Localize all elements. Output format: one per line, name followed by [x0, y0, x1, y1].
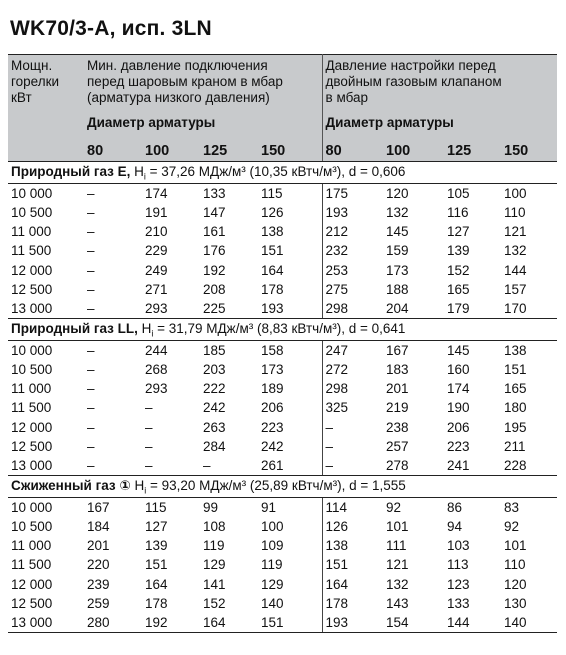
setting-pressure-cell: 86 [447, 499, 463, 515]
burner-power-cell: 12 000 [11, 262, 53, 278]
setting-pressure-cell: 238 [386, 419, 409, 435]
setting-pressure-cell: 92 [504, 518, 520, 534]
min-pressure-cell: 174 [145, 185, 168, 201]
burner-power-cell: 12 500 [11, 595, 53, 611]
min-pressure-cell: 151 [261, 243, 284, 259]
table-row [8, 260, 557, 279]
burner-power-cell: 11 500 [11, 400, 52, 416]
min-pressure-cell: 259 [87, 595, 110, 611]
setting-pressure-cell: 127 [447, 224, 470, 240]
header-diameter-row [8, 109, 557, 137]
min-pressure-cell: 119 [203, 538, 225, 554]
min-pressure-cell: 203 [203, 361, 226, 377]
setting-pressure-cell: 167 [386, 342, 409, 358]
setting-pressure-cell: 121 [386, 557, 409, 573]
burner-power-cell: 12 000 [11, 576, 53, 592]
min-pressure-cell: 161 [203, 224, 226, 240]
table-row [8, 379, 557, 398]
min-pressure-cell: – [87, 342, 95, 358]
table-row [8, 183, 557, 203]
setting-pressure-cell: 132 [386, 576, 409, 592]
setting-pressure-cell: 228 [501, 456, 557, 476]
setting-pressure-cell: 170 [501, 299, 557, 319]
min-pressure-cell: 192 [203, 262, 226, 278]
burner-power-cell: 12 500 [11, 438, 53, 454]
page-title: WK70/3-A, исп. 3LN [10, 17, 212, 40]
burner-power-cell: 10 000 [11, 499, 53, 515]
min-pressure-cell: – [87, 185, 95, 201]
min-pressure-cell: 222 [203, 381, 226, 397]
setting-pressure-cell: 152 [447, 262, 470, 278]
setting-pressure-cell: 145 [386, 224, 409, 240]
section-title [8, 162, 557, 184]
min-pressure-cell: 261 [258, 456, 322, 476]
burner-power-cell: 10 000 [11, 342, 53, 358]
setting-pressure-cell: 100 [504, 185, 527, 201]
min-pressure-cell: 176 [203, 243, 226, 259]
min-pressure-cell: 193 [258, 299, 322, 319]
min-pressure-cell: 268 [145, 361, 168, 377]
setting-pressure-cell: 190 [447, 400, 470, 416]
setting-pressure-cell: 110 [504, 204, 526, 220]
min-pressure-cell: 164 [200, 613, 258, 633]
pressure-table-container [8, 54, 557, 633]
setting-pressure-cell: 123 [447, 576, 470, 592]
setting-pressure-cell: 174 [447, 381, 470, 397]
setting-pressure-cell: 151 [322, 555, 383, 574]
min-pressure-cell: 152 [203, 595, 226, 611]
section-header-row [8, 319, 557, 341]
setting-pressure-cell: 120 [504, 576, 527, 592]
min-pressure-cell: 129 [261, 576, 284, 592]
setting-pressure-cell: 204 [383, 299, 444, 319]
setting-pressure-cell: 121 [504, 224, 527, 240]
setting-pressure-cell: 111 [386, 538, 407, 554]
setting-pressure-cell: 145 [447, 342, 470, 358]
min-pressure-cell: 192 [142, 613, 200, 633]
table-row [8, 241, 557, 260]
min-pressure-cell: 139 [145, 538, 168, 554]
min-pressure-cell: – [87, 438, 95, 454]
gas-properties: = 31,79 МДж/м³ (8,83 кВтч/м³), d = 0,641 [153, 321, 406, 336]
setting-pressure-cell: 140 [501, 613, 557, 633]
table-row [8, 417, 557, 436]
burner-power-cell: 10 500 [11, 204, 53, 220]
min-pressure-cell: 100 [261, 518, 284, 534]
min-pressure-cell: 280 [84, 613, 142, 633]
section-title [8, 476, 557, 498]
setting-pressure-cell: 206 [447, 419, 470, 435]
setting-pressure-cell: 101 [504, 538, 527, 554]
min-pressure-cell: 242 [261, 438, 284, 454]
setting-pressure-cell: 151 [504, 361, 527, 377]
setting-pressure-cell: – [322, 456, 383, 476]
min-pressure-cell: 127 [145, 518, 168, 534]
min-pressure-cell: 151 [258, 613, 322, 633]
setting-pressure-cell: 180 [504, 400, 527, 416]
burner-power-cell: 13 000 [8, 299, 84, 319]
setting-pressure-cell: 144 [504, 262, 527, 278]
burner-power-cell: 11 500 [11, 557, 52, 573]
table-row [8, 555, 557, 574]
min-pressure-cell: – [87, 204, 95, 220]
min-pressure-cell: 129 [203, 557, 226, 573]
gas-type-label: Природный газ LL, [11, 321, 138, 336]
section-header-row [8, 162, 557, 184]
size-right: 125 [444, 137, 501, 162]
setting-pressure-cell: 94 [447, 518, 463, 534]
setting-pressure-cell: 114 [322, 497, 383, 517]
setting-pressure-cell: 272 [322, 360, 383, 379]
setting-pressure-cell: 201 [386, 381, 409, 397]
setting-pressure-cell: 212 [322, 222, 383, 241]
min-pressure-cell: 126 [261, 204, 284, 220]
setting-pressure-cell: 278 [383, 456, 444, 476]
min-pressure-cell: – [145, 419, 153, 435]
section-header-row [8, 476, 557, 498]
gas-properties: = 93,20 МДж/м³ (25,89 кВтч/м³), d = 1,555 [146, 478, 406, 493]
table-row [8, 594, 557, 613]
heating-value-symbol: H [130, 478, 145, 493]
setting-pressure-cell: 165 [504, 381, 527, 397]
min-pressure-cell: 141 [203, 576, 226, 592]
heating-value-symbol: H [137, 321, 152, 336]
table-row [8, 280, 557, 299]
diameter-label-right: Диаметр арматуры [322, 109, 557, 137]
burner-power-cell: 11 000 [11, 381, 52, 397]
min-pressure-cell: 91 [261, 499, 277, 515]
min-pressure-cell: 208 [203, 281, 226, 297]
size-right: 150 [501, 137, 557, 162]
min-pressure-cell: 220 [87, 557, 110, 573]
min-pressure-cell: 201 [87, 538, 110, 554]
heating-value-symbol: H [130, 164, 144, 179]
min-pressure-cell: – [87, 400, 95, 416]
setting-pressure-cell: 253 [322, 260, 383, 279]
setting-pressure-cell: 126 [322, 517, 383, 536]
min-pressure-cell: – [87, 243, 95, 259]
min-pressure-cell: 173 [261, 361, 284, 377]
min-pressure-cell: 293 [142, 299, 200, 319]
setting-pressure-cell: 298 [322, 379, 383, 398]
setting-pressure-cell: 275 [322, 280, 383, 299]
size-right: 80 [322, 137, 383, 162]
setting-pressure-cell: 211 [504, 438, 526, 454]
setting-pressure-cell: 193 [322, 613, 383, 633]
setting-pressure-cell: 223 [447, 438, 470, 454]
setting-pressure-cell: 241 [444, 456, 501, 476]
table-row [8, 299, 557, 319]
size-left: 80 [84, 137, 142, 162]
heating-value-subscript: i [151, 328, 154, 339]
setting-pressure-cell: 133 [447, 595, 470, 611]
header-min-pressure: Мин. давление подключения перед шаровым краном в мбар (арматура низкого давления) [87, 58, 283, 105]
min-pressure-cell: 147 [203, 204, 226, 220]
setting-pressure-cell: 195 [504, 419, 527, 435]
setting-pressure-cell: 188 [386, 281, 409, 297]
setting-pressure-cell: 159 [386, 243, 409, 259]
min-pressure-cell: 284 [203, 438, 226, 454]
setting-pressure-cell: 138 [504, 342, 527, 358]
burner-power-cell: 13 000 [8, 456, 84, 476]
min-pressure-cell: 140 [261, 595, 284, 611]
setting-pressure-cell: 298 [322, 299, 383, 319]
setting-pressure-cell: 164 [322, 574, 383, 593]
min-pressure-cell: 206 [261, 400, 284, 416]
table-row [8, 517, 557, 536]
setting-pressure-cell: 257 [386, 438, 409, 454]
setting-pressure-cell: 173 [386, 262, 409, 278]
min-pressure-cell: 108 [203, 518, 226, 534]
heating-value-subscript: i [143, 171, 146, 182]
setting-pressure-cell: 103 [447, 538, 470, 554]
min-pressure-cell: 271 [145, 281, 168, 297]
table-row [8, 398, 557, 417]
section-title [8, 319, 557, 341]
setting-pressure-cell: 120 [386, 185, 409, 201]
min-pressure-cell: – [145, 438, 153, 454]
min-pressure-cell: 164 [261, 262, 284, 278]
min-pressure-cell: 184 [87, 518, 110, 534]
size-left: 100 [142, 137, 200, 162]
min-pressure-cell: 191 [145, 204, 168, 220]
setting-pressure-cell: 160 [447, 361, 470, 377]
header-power: Мощн. горелки кВт [11, 58, 60, 105]
setting-pressure-cell: 157 [504, 281, 527, 297]
min-pressure-cell: 229 [145, 243, 168, 259]
min-pressure-cell: 115 [261, 185, 283, 201]
setting-pressure-cell: 139 [447, 243, 470, 259]
min-pressure-cell: 119 [261, 557, 283, 573]
setting-pressure-cell: 105 [447, 185, 470, 201]
setting-pressure-cell: 110 [504, 557, 526, 573]
table-row [8, 222, 557, 241]
heating-value-subscript: i [144, 485, 147, 496]
min-pressure-cell: – [87, 381, 95, 397]
min-pressure-cell: 189 [261, 381, 284, 397]
burner-power-cell: 12 500 [11, 281, 53, 297]
burner-power-cell: 11 000 [11, 538, 52, 554]
gas-type-label: Сжиженный газ ① [11, 478, 131, 493]
setting-pressure-cell: 175 [322, 183, 383, 203]
setting-pressure-cell: 92 [386, 499, 402, 515]
burner-power-cell: 10 000 [11, 185, 53, 201]
setting-pressure-cell: 193 [322, 203, 383, 222]
min-pressure-cell: – [84, 456, 142, 476]
gas-type-label: Природный газ E, [11, 164, 131, 179]
min-pressure-cell: – [142, 456, 200, 476]
diameter-label-left: Диаметр арматуры [87, 115, 216, 130]
min-pressure-cell: 109 [261, 538, 284, 554]
setting-pressure-cell: 183 [386, 361, 409, 377]
setting-pressure-cell: 219 [386, 400, 409, 416]
min-pressure-cell: 185 [203, 342, 226, 358]
setting-pressure-cell: 101 [386, 518, 409, 534]
burner-power-cell: 12 000 [11, 419, 53, 435]
min-pressure-cell: – [87, 262, 95, 278]
min-pressure-cell: 225 [200, 299, 258, 319]
table-row [8, 456, 557, 476]
min-pressure-cell: 210 [145, 224, 168, 240]
min-pressure-cell: 151 [145, 557, 168, 573]
setting-pressure-cell: 132 [386, 204, 409, 220]
setting-pressure-cell: 116 [447, 204, 469, 220]
size-left: 150 [258, 137, 322, 162]
setting-pressure-cell: 325 [322, 398, 383, 417]
min-pressure-cell: – [87, 224, 95, 240]
min-pressure-cell: 133 [203, 185, 226, 201]
setting-pressure-cell: 113 [447, 557, 469, 573]
table-row [8, 574, 557, 593]
setting-pressure-cell: – [322, 417, 383, 436]
setting-pressure-cell: 83 [504, 499, 520, 515]
setting-pressure-cell: 179 [444, 299, 501, 319]
setting-pressure-cell: 143 [386, 595, 409, 611]
burner-power-cell: 11 000 [11, 224, 52, 240]
min-pressure-cell: 239 [87, 576, 110, 592]
setting-pressure-cell: 154 [383, 613, 444, 633]
min-pressure-cell: 138 [261, 224, 284, 240]
min-pressure-cell: 115 [145, 499, 167, 515]
setting-pressure-cell: 165 [447, 281, 470, 297]
setting-pressure-cell: 247 [322, 340, 383, 360]
setting-pressure-cell: 232 [322, 241, 383, 260]
table-header-row [8, 55, 557, 110]
burner-power-cell: 11 500 [11, 243, 52, 259]
min-pressure-cell: 99 [203, 499, 219, 515]
min-pressure-cell: – [87, 419, 95, 435]
min-pressure-cell: 244 [145, 342, 168, 358]
setting-pressure-cell: – [322, 437, 383, 456]
size-left: 125 [200, 137, 258, 162]
table-row [8, 203, 557, 222]
setting-pressure-cell: 132 [504, 243, 527, 259]
table-row [8, 360, 557, 379]
min-pressure-cell: 164 [145, 576, 168, 592]
table-row [8, 536, 557, 555]
min-pressure-cell: 178 [145, 595, 168, 611]
min-pressure-cell: 249 [145, 262, 168, 278]
min-pressure-cell: 223 [261, 419, 284, 435]
setting-pressure-cell: 178 [322, 594, 383, 613]
setting-pressure-cell: 130 [504, 595, 527, 611]
header-setting-pressure: Давление настройки перед двойным газовым клапаном в мбар [322, 55, 557, 110]
min-pressure-cell: 167 [87, 499, 110, 515]
table-row [8, 613, 557, 633]
table-row [8, 437, 557, 456]
min-pressure-cell: – [84, 299, 142, 319]
table-row [8, 340, 557, 360]
min-pressure-cell: 263 [203, 419, 226, 435]
setting-pressure-cell: 144 [444, 613, 501, 633]
setting-pressure-cell: 138 [322, 536, 383, 555]
min-pressure-cell: – [145, 400, 153, 416]
size-right: 100 [383, 137, 444, 162]
header-sizes-row [8, 137, 557, 162]
min-pressure-cell: 242 [203, 400, 226, 416]
gas-properties: = 37,26 МДж/м³ (10,35 кВтч/м³), d = 0,606 [145, 164, 406, 179]
min-pressure-cell: 158 [261, 342, 284, 358]
min-pressure-cell: – [200, 456, 258, 476]
burner-power-cell: 13 000 [8, 613, 84, 633]
burner-power-cell: 10 500 [11, 361, 53, 377]
min-pressure-cell: 178 [261, 281, 284, 297]
table-row [8, 497, 557, 517]
min-pressure-cell: – [87, 361, 95, 377]
min-pressure-cell: – [87, 281, 95, 297]
pressure-table [8, 54, 557, 633]
min-pressure-cell: 293 [145, 381, 168, 397]
burner-power-cell: 10 500 [11, 518, 53, 534]
